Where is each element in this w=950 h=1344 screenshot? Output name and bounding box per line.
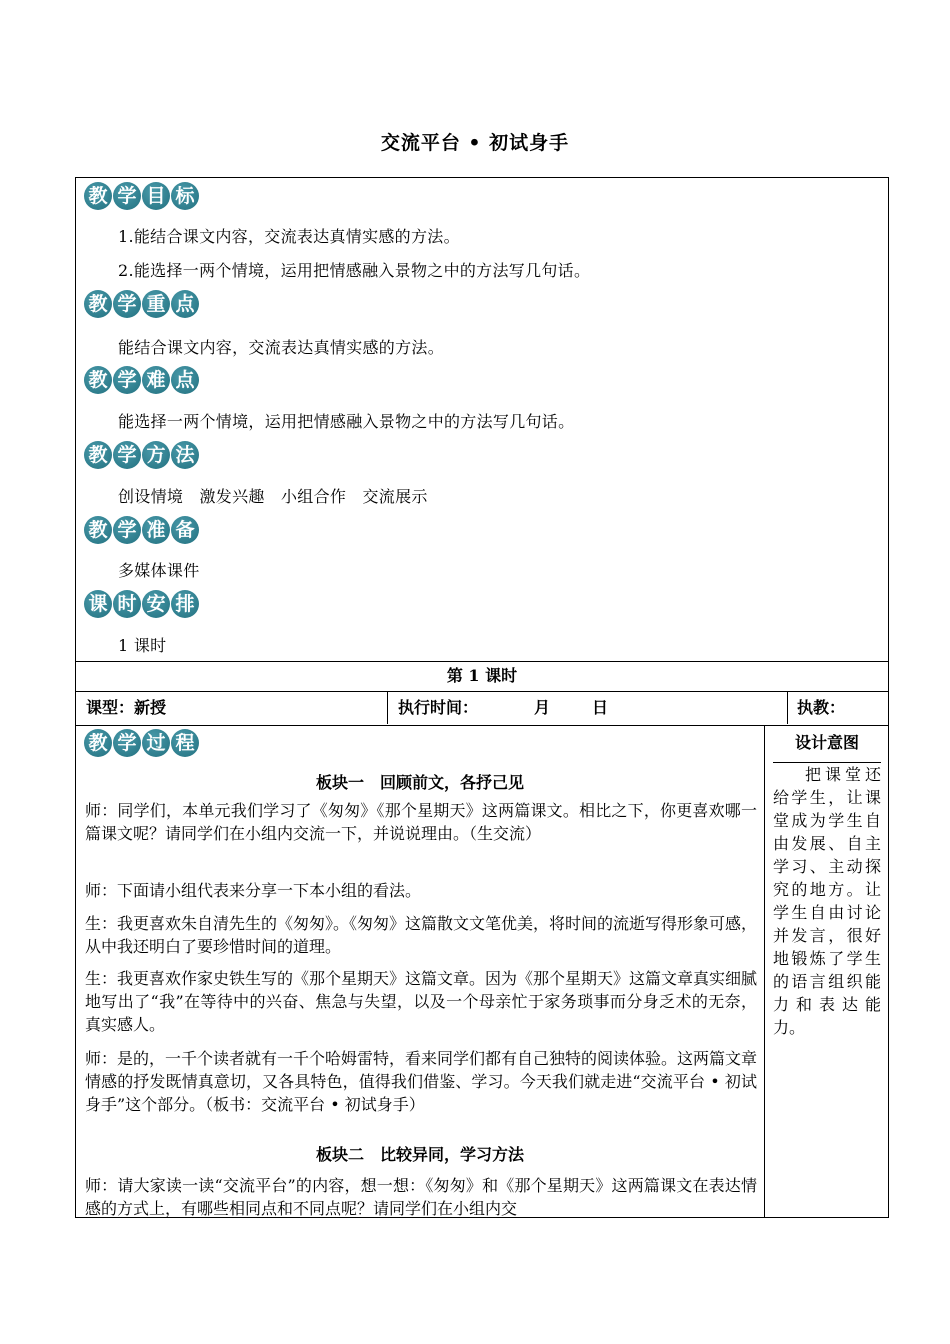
badge-char: 时 — [113, 590, 141, 618]
badge-char: 教 — [84, 366, 112, 394]
badge-char: 教 — [84, 290, 112, 318]
badge-char: 点 — [171, 290, 199, 318]
badge-char: 教 — [84, 516, 112, 544]
badge-methods — [84, 441, 199, 469]
process-column — [76, 726, 764, 1217]
paragraph: 师：是的，一千个读者就有一千个哈姆雷特，看来同学们都有自己独特的阅读体验。这两篇文章情感的抒发既情真意切，又各具特色，值得我们借鉴、学习。今天我们就走进“交流平台 • 初试身手”这个部分。（板书：交流平台 • 初试身手） — [85, 1049, 758, 1114]
design-intent-box — [773, 762, 881, 1055]
lesson-meta-row — [75, 692, 889, 726]
badge-difficulties — [84, 366, 199, 394]
badge-char: 学 — [113, 182, 141, 210]
badge-char: 方 — [142, 441, 170, 469]
badge-char: 学 — [113, 516, 141, 544]
design-intent-text: 把课堂还给学生，让课堂成为学生自由发展、自主学习、主动探究的地方。让学生自由讨论并发言，很好地锻炼了学生的语言组织能力和表达能力。 — [773, 765, 881, 1037]
design-intent-column — [766, 726, 888, 1217]
block-two-title: 板块二 比较异同，学习方法 — [315, 1145, 524, 1164]
badge-schedule — [84, 590, 199, 618]
divider — [787, 692, 788, 724]
badge-char: 法 — [171, 441, 199, 469]
badge-char: 学 — [113, 290, 141, 318]
preparation-text: 多媒体课件 — [118, 561, 200, 580]
badge-char: 教 — [84, 729, 112, 757]
objective-line-2: 2.能选择一两个情境，运用把情感融入景物之中的方法写几句话。 — [118, 261, 591, 280]
design-intent-heading: 设计意图 — [794, 733, 859, 752]
difficulties-text: 能选择一两个情境，运用把情感融入景物之中的方法写几句话。 — [118, 412, 575, 431]
badge-char: 程 — [171, 729, 199, 757]
badge-char: 标 — [171, 182, 199, 210]
badge-char: 过 — [142, 729, 170, 757]
badge-char: 准 — [142, 516, 170, 544]
divider — [387, 692, 388, 724]
badge-char: 点 — [171, 366, 199, 394]
paragraph: 生：我更喜欢作家史铁生写的《那个星期天》这篇文章。因为《那个星期天》这篇文章真实细腻地写出了“我”在等待中的兴奋、焦急与失望，以及一个母亲忙于家务琐事而分身乏术的无奈，真实感人。 — [85, 969, 758, 1034]
paragraph: 师：请大家读一读“交流平台”的内容，想一想：《匆匆》和《那个星期天》这两篇课文在表达情感的方式上，有哪些相同点和不同点呢？请同学们在小组内交 — [85, 1176, 757, 1218]
badge-char: 备 — [171, 516, 199, 544]
badge-char: 课 — [84, 590, 112, 618]
badge-char: 难 — [142, 366, 170, 394]
month-label: 月 — [534, 698, 551, 717]
badge-char: 学 — [113, 366, 141, 394]
objective-line-1: 1.能结合课文内容，交流表达真情实感的方法。 — [118, 227, 460, 246]
badge-char: 目 — [142, 182, 170, 210]
badge-char: 教 — [84, 441, 112, 469]
badge-char: 安 — [142, 590, 170, 618]
badge-char: 学 — [113, 729, 141, 757]
lesson-overview-box — [75, 177, 889, 662]
teaching-process-table — [75, 726, 889, 1218]
paragraph: 师：下面请小组代表来分享一下本小组的看法。 — [85, 881, 422, 900]
key-points-text: 能结合课文内容，交流表达真情实感的方法。 — [118, 338, 445, 357]
methods-text: 创设情境 激发兴趣 小组合作 交流展示 — [118, 487, 428, 506]
badge-char: 排 — [171, 590, 199, 618]
badge-key-points — [84, 290, 199, 318]
execution-time-label: 执行时间： — [398, 698, 479, 717]
badge-preparation — [84, 516, 199, 544]
badge-char: 重 — [142, 290, 170, 318]
lesson-type: 课型：新授 — [86, 698, 167, 717]
badge-process — [84, 729, 199, 757]
schedule-text: 1 课时 — [118, 636, 167, 655]
paragraph: 师：同学们，本单元我们学习了《匆匆》《那个星期天》这两篇课文。相比之下，你更喜欢哪一篇课文呢？请同学们在小组内交流一下，并说说理由。（生交流） — [85, 801, 757, 843]
teacher-label: 执教： — [797, 698, 846, 717]
badge-char: 学 — [113, 441, 141, 469]
block-one-title: 板块一 回顾前文，各抒己见 — [315, 773, 524, 792]
day-label: 日 — [592, 698, 609, 717]
page-title: 交流平台 • 初试身手 — [380, 132, 570, 154]
period-heading: 第 1 课时 — [75, 662, 889, 692]
paragraph: 生：我更喜欢朱自清先生的《匆匆》。《匆匆》这篇散文文笔优美，将时间的流逝写得形象可感，从中我还明白了要珍惜时间的道理。 — [85, 914, 758, 956]
badge-char: 教 — [84, 182, 112, 210]
badge-objectives — [84, 182, 199, 210]
column-divider — [764, 726, 765, 1218]
